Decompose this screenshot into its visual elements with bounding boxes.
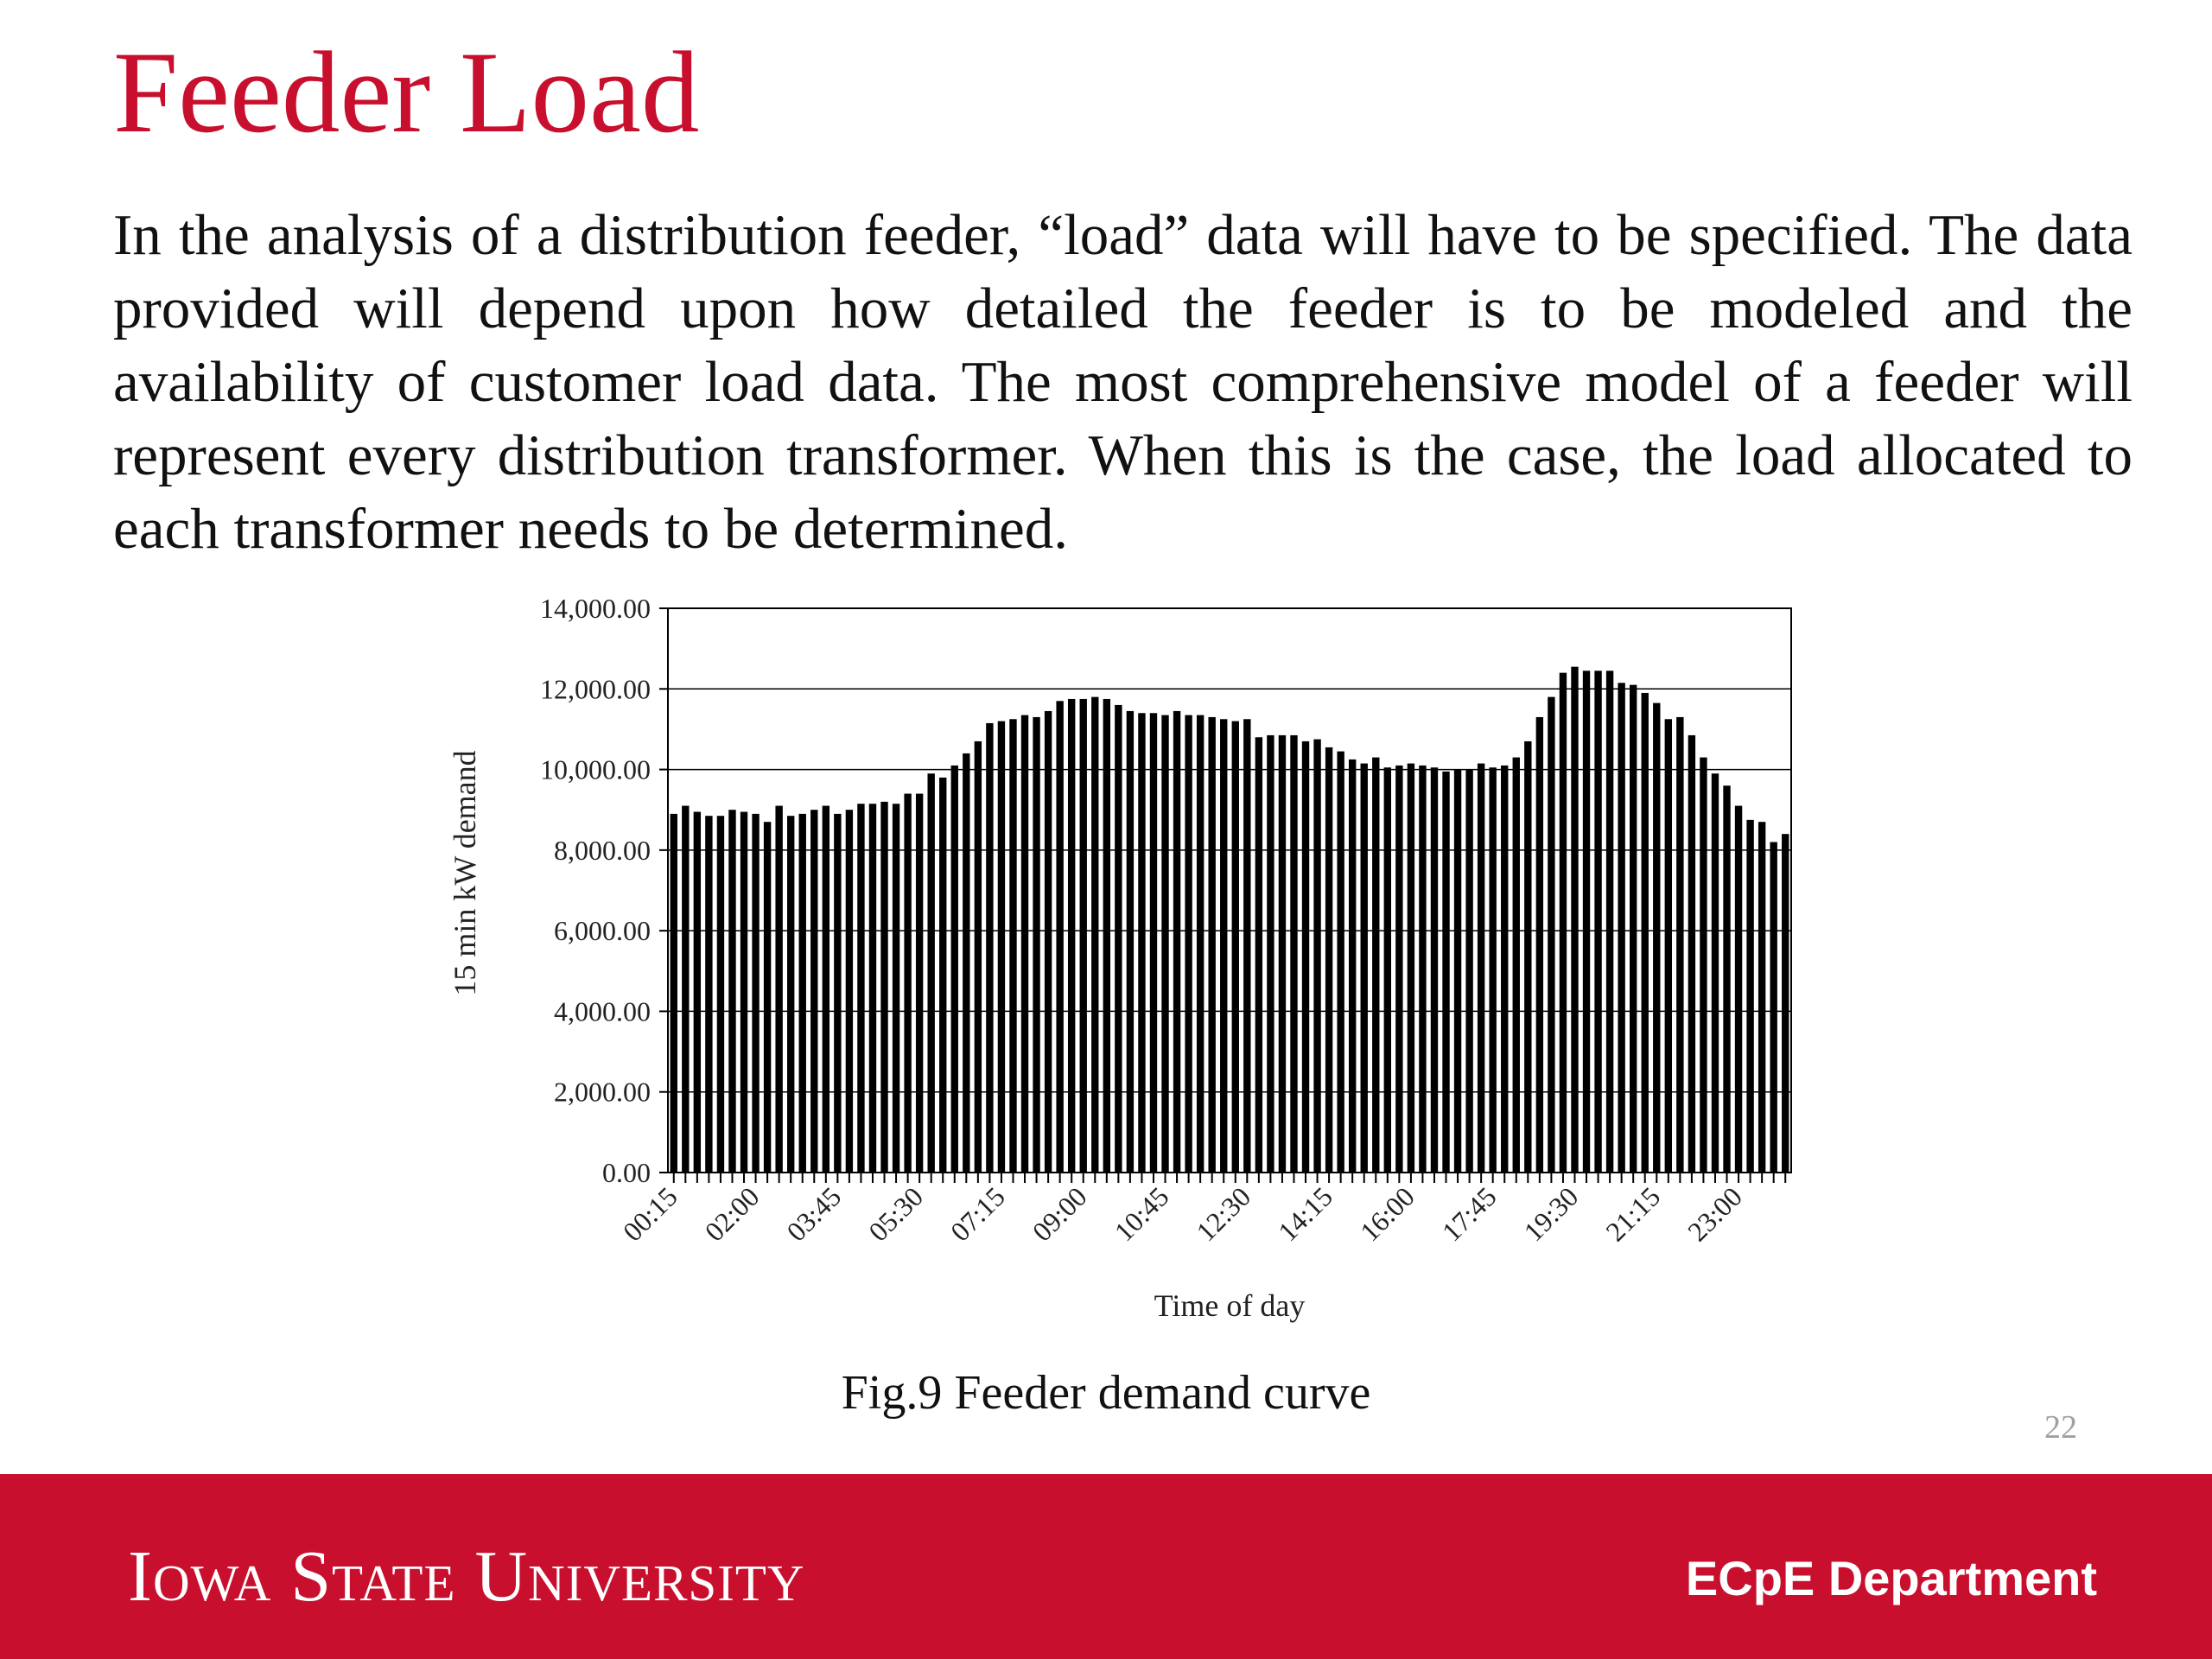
- bar: [741, 812, 747, 1173]
- bar: [1185, 715, 1192, 1173]
- bar: [1594, 671, 1601, 1173]
- bar: [694, 812, 701, 1173]
- bar: [1571, 667, 1578, 1173]
- x-axis-title: Time of day: [1154, 1288, 1306, 1323]
- bar: [799, 814, 806, 1173]
- y-tick-label: 2,000.00: [554, 1076, 651, 1108]
- bar: [1302, 741, 1309, 1173]
- x-tick-label: 17:45: [1435, 1180, 1503, 1248]
- bar: [1758, 822, 1765, 1173]
- bar: [1419, 766, 1426, 1173]
- bar: [787, 816, 794, 1173]
- bar: [1150, 713, 1157, 1173]
- bar: [1676, 717, 1683, 1173]
- bar: [752, 814, 759, 1173]
- bar: [705, 816, 712, 1173]
- bar: [1232, 721, 1239, 1173]
- bar: [880, 802, 887, 1173]
- bar: [1255, 737, 1262, 1173]
- bar: [1325, 747, 1332, 1173]
- x-tick-label: 12:30: [1190, 1180, 1257, 1248]
- bar: [846, 810, 853, 1173]
- bar: [1536, 717, 1543, 1173]
- y-axis-title: 15 min kW demand: [448, 750, 482, 996]
- y-tick-label: 0.00: [602, 1157, 651, 1188]
- bar: [998, 721, 1005, 1173]
- department-label: ECpE Department: [1685, 1551, 2097, 1605]
- bar: [1056, 701, 1063, 1173]
- y-tick-label: 12,000.00: [540, 673, 651, 705]
- bar: [1080, 699, 1087, 1173]
- bar: [1653, 703, 1660, 1173]
- bar: [1395, 766, 1402, 1173]
- x-tick-label: 16:00: [1353, 1180, 1421, 1248]
- x-tick-label: 10:45: [1108, 1180, 1175, 1248]
- bar: [1442, 772, 1449, 1173]
- y-tick-label: 4,000.00: [554, 995, 651, 1027]
- x-tick-label: 03:45: [780, 1180, 848, 1248]
- bar: [893, 804, 899, 1173]
- bar: [682, 806, 689, 1173]
- x-tick-label: 14:15: [1272, 1180, 1339, 1248]
- bar: [1735, 806, 1742, 1173]
- bar: [1642, 693, 1649, 1173]
- bar: [1489, 767, 1496, 1173]
- bar: [1513, 758, 1520, 1173]
- bar: [1138, 713, 1145, 1173]
- university-logo: Iowa State University: [128, 1536, 805, 1617]
- figure-caption: Fig.9 Feeder demand curve: [841, 1366, 1371, 1420]
- bar: [1700, 758, 1707, 1173]
- x-tick-label: 23:00: [1681, 1180, 1749, 1248]
- x-tick-label: 21:15: [1599, 1180, 1667, 1248]
- chart-svg: [415, 588, 1849, 1348]
- y-tick-label: 10,000.00: [540, 753, 651, 785]
- body-paragraph: In the analysis of a distribution feeder, “load” data will have to be specified. The data provided will depend upon how detailed the feeder is to be modeled and the availability of customer load data. The most comprehensive model of a feeder will represent every distribution transformer. When this is the case, the load allocated to each transformer needs to be determined.: [113, 203, 2133, 561]
- bar: [975, 741, 982, 1173]
- bar: [927, 773, 934, 1173]
- bar: [1688, 735, 1695, 1173]
- bar: [939, 778, 946, 1173]
- bar: [775, 806, 782, 1173]
- bar: [1583, 671, 1590, 1173]
- bar: [1618, 683, 1624, 1173]
- y-tick-label: 6,000.00: [554, 915, 651, 947]
- y-tick-label: 8,000.00: [554, 834, 651, 866]
- bar: [717, 816, 724, 1173]
- bar: [1243, 719, 1250, 1173]
- bar: [1349, 760, 1356, 1173]
- bar: [1361, 764, 1368, 1173]
- bar: [869, 804, 876, 1173]
- bar: [1045, 711, 1052, 1173]
- bar: [1465, 770, 1472, 1173]
- footer-bar: [0, 1474, 2212, 1659]
- bar: [1267, 735, 1274, 1173]
- bar: [1103, 699, 1110, 1173]
- bar: [1746, 820, 1753, 1173]
- bar: [1712, 773, 1719, 1173]
- slide-title: Feeder Load: [113, 29, 700, 157]
- bar: [1408, 764, 1414, 1173]
- bar: [1723, 785, 1730, 1173]
- bar: [1161, 715, 1168, 1173]
- bar: [1220, 719, 1227, 1173]
- y-tick-label: 14,000.00: [540, 593, 651, 624]
- bar: [963, 753, 969, 1173]
- x-tick-label: 09:00: [1026, 1180, 1093, 1248]
- bar: [986, 723, 993, 1173]
- bar: [1290, 735, 1297, 1173]
- bar: [1501, 766, 1508, 1173]
- bar: [823, 806, 830, 1173]
- bar: [1127, 711, 1134, 1173]
- x-tick-label: 07:15: [944, 1180, 1011, 1248]
- bar: [1115, 705, 1122, 1173]
- bar: [810, 810, 817, 1173]
- bar: [1478, 764, 1484, 1173]
- bar: [1173, 711, 1180, 1173]
- bar: [1431, 767, 1438, 1173]
- bar: [857, 804, 864, 1173]
- bar: [1033, 717, 1039, 1173]
- bar: [1313, 740, 1320, 1173]
- bar: [1384, 767, 1391, 1173]
- bar: [728, 810, 735, 1173]
- bar: [1782, 834, 1789, 1173]
- bar: [1770, 842, 1777, 1173]
- bar: [1630, 685, 1637, 1173]
- bar: [1372, 758, 1379, 1173]
- x-tick-label: 05:30: [862, 1180, 930, 1248]
- feeder-demand-chart: [415, 588, 1849, 1348]
- bar: [1454, 770, 1461, 1173]
- x-tick-label: 19:30: [1517, 1180, 1585, 1248]
- bar: [1009, 719, 1016, 1173]
- bar: [951, 766, 958, 1173]
- bar: [834, 814, 841, 1173]
- bar: [764, 822, 771, 1173]
- bar: [1068, 699, 1075, 1173]
- page-number: 22: [2044, 1409, 2077, 1446]
- bar: [1665, 719, 1672, 1173]
- bar: [916, 794, 923, 1173]
- bar: [904, 794, 911, 1173]
- bar: [1560, 673, 1567, 1173]
- bar: [1548, 697, 1554, 1173]
- bar: [1021, 715, 1028, 1173]
- x-tick-label: 00:15: [616, 1180, 683, 1248]
- bar: [671, 814, 677, 1173]
- bar: [1606, 671, 1613, 1173]
- bar: [1197, 715, 1204, 1173]
- bar: [1337, 752, 1344, 1173]
- bar: [1091, 697, 1098, 1173]
- bar: [1208, 717, 1215, 1173]
- x-tick-label: 02:00: [698, 1180, 766, 1248]
- bar: [1279, 735, 1286, 1173]
- bar: [1524, 741, 1531, 1173]
